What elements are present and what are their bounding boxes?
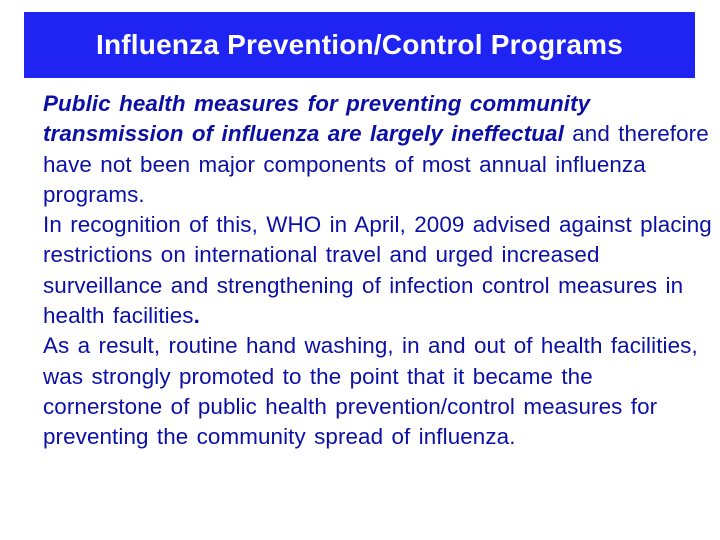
slide-body [43,89,713,453]
paragraph-1-text: and therefore have not been major components of most annual influenza programs. [43,121,709,207]
paragraph-3-text: As a result, routine hand washing, in and out of health facilities, was strongly promoted to the point that it became the cornerstone of public health prevention/control measures for preventing the community spread of influenza. [43,333,698,450]
paragraph-2-text: In recognition of this, WHO in April, 2009 advised against placing restrictions on international travel and urged increased surveillance and strengthening of infection control measures in health facilities [43,212,712,329]
title-banner [24,12,695,78]
paragraph-2 [43,210,713,331]
paragraph-1-emphasis: Public health measures for preventing community transmission of influenza are largely ineffectual [43,91,591,147]
paragraph-1 [43,89,713,210]
paragraph-3 [43,331,713,452]
paragraph-2-end-mark: . [193,303,200,329]
slide-title: Influenza Prevention/Control Programs [95,29,624,60]
